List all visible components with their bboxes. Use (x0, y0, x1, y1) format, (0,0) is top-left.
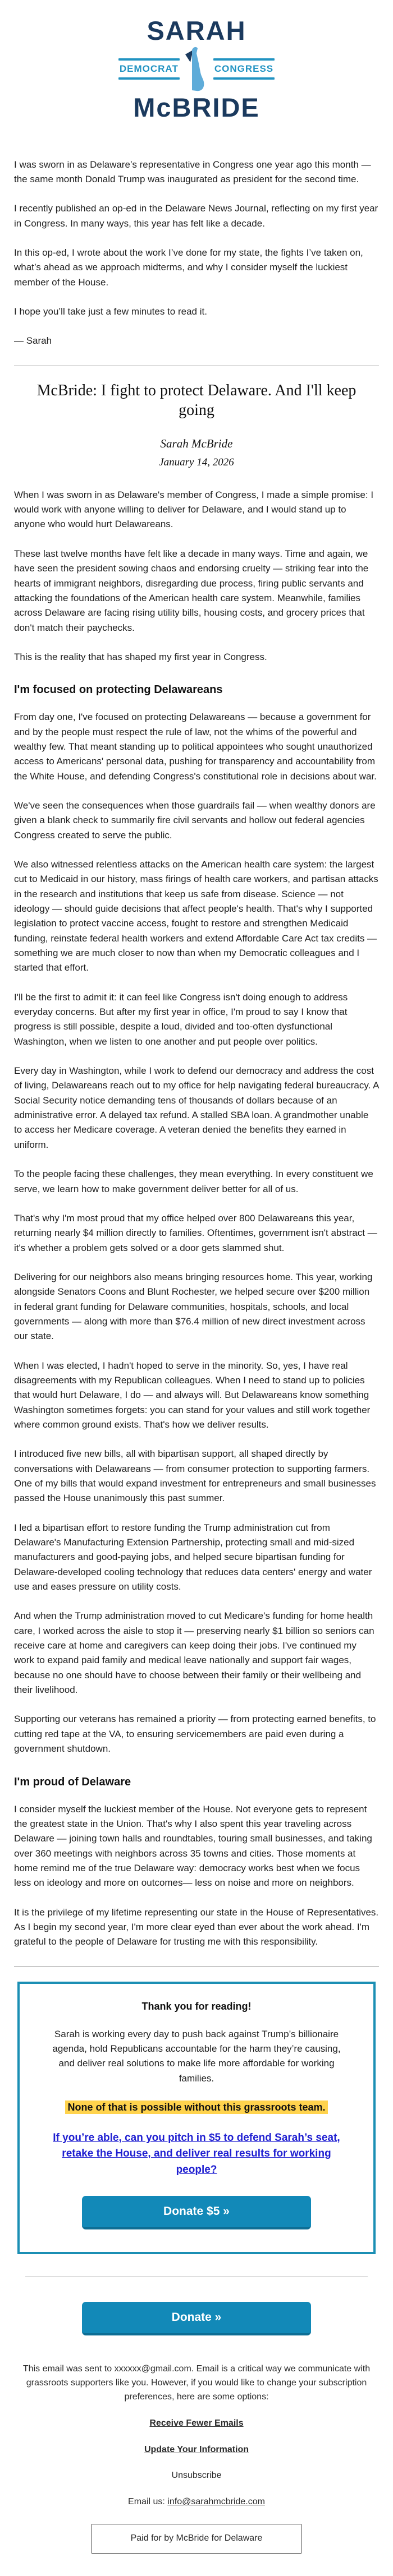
logo-congress-block (213, 58, 275, 80)
intro-paragraph: I recently published an op-ed in the Delaware News Journal, reflecting on my first year in Congress. In many ways, this year has felt like a decade. (14, 203, 378, 229)
article-paragraph: I consider myself the luckiest member of the House. Not everyone gets to represent the greatest state in the Union. That's why I also spent this year traveling across Delaware — joining town halls and roundtables, touring small businesses, and taking over 360 meetings with neighbors across 35 towns and cities. Those moments at home remind me of the true Delaware way: democracy works best when we focus less on ideology and more on outcomes— less on noise and more on neighbors. (14, 1803, 372, 1889)
contact-email-link[interactable]: info@sarahmcbride.com (167, 2497, 265, 2507)
article-paragraph: That's why I'm most proud that my office helped over 800 Delawareans this year, returning nearly $4 million directly to families. Oftentimes, government isn't abstract — it's whether a problem gets solved or a door gets slammed shut. (14, 1212, 377, 1253)
article-section-heading-proud: I'm proud of Delaware (14, 1775, 131, 1788)
article-headline: McBride: I fight to protect Delaware. And I'll keep going (36, 381, 357, 419)
email-us-prefix: Email us: (128, 2497, 168, 2507)
intro-note (14, 158, 379, 349)
article-paragraph: And when the Trump administration moved to cut Medicare's funding for home health care, I worked across the aisle to stop it — preserving nearly $1 billion so seniors can receive care at home and caregivers can keep doing their jobs. I've continued my work to expand paid family and medical leave nationally and support fair wages, because no one should have to choose between their family or their wellbeing and their livelihood. (14, 1610, 374, 1696)
article-paragraph: This is the reality that has shaped my first year in Congress. (14, 651, 267, 662)
donation-box-highlight-wrap (43, 2102, 350, 2113)
donation-box-heading: Thank you for reading! (141, 2000, 252, 2012)
email-us-line (14, 2495, 379, 2509)
donation-box (17, 1982, 376, 2255)
donation-box-body: Sarah is working every day to push back against Trump’s billionaire agenda, hold Republicans accountable for the harm they’re causing, and deliver real solutions to make life more affordable for working families. (52, 2028, 341, 2084)
article-paragraph: Supporting our veterans has remained a priority — from protecting earned benefits, to cutting red tape at the VA, to ensuring servicemembers are paid even during a government shutdown. (14, 1714, 376, 1755)
article-paragraph: We also witnessed relentless attacks on the American health care system: the largest cut to Medicaid in our history, mass firings of health care workers, and partisan attacks in the research and institutions that keep us safe from disease. Science — not ideology — should guide decisions that affect people's health. That's why I supported legislation to protect vaccine access, fought to restore and strengthen Medicaid funding, reinstate federal health workers and extend Affordable Care Act tax credits — something we are much closer to now than when my Democratic colleagues and I started that effort. (14, 858, 378, 973)
article-paragraph: When I was sworn in as Delaware's member of Congress, I made a simple promise: I would work with anyone willing to deliver for Delaware, and I would stand up to anyone who would hurt Delawareans. (14, 489, 374, 530)
article-section-heading-focused: I'm focused on protecting Delawareans (14, 684, 223, 696)
donate-5-button[interactable]: Donate $5 » (82, 2196, 311, 2229)
logo-middle-row (14, 45, 379, 93)
article-paragraph: I'll be the first to admit it: it can feel like Congress isn't doing enough to address everyday concerns. But after my first year in office, I'm proud to say I know that progress is still possible, despite a loud, divided and too-often dysfunctional Washington, when we listen to one another and put people over politics. (14, 991, 348, 1047)
intro-paragraph: In this op-ed, I wrote about the work I’ve done for my state, the fights I’ve taken on, what’s ahead as we approach midterms, and why I consider myself the luckiest member of the House. (14, 247, 363, 288)
logo-rule-bottom-right (213, 77, 275, 80)
logo-first-name: SARAH (147, 16, 246, 45)
campaign-logo (14, 17, 379, 122)
delaware-state-icon (184, 45, 209, 93)
article-paragraph: I introduced five new bills, all with bipartisan support, all shaped directly by conversations with Delawareans — from consumer protection to supporting farmers. One of my bills that would expand investment for entrepreneurs and small businesses passed the House unanimously this past summer. (14, 1448, 376, 1504)
logo-democrat-label: DEMOCRAT (119, 63, 179, 75)
email-footer (14, 2362, 379, 2553)
paid-for-disclaimer: Paid for by McBride for Delaware (92, 2524, 301, 2554)
article-byline: Sarah McBride (160, 436, 233, 450)
logo-rule-bottom-left (118, 77, 180, 80)
intro-paragraph: I was sworn in as Delaware’s representative in Congress one year ago this month — the same month Donald Trump was inaugurated as president for the second time. (14, 159, 371, 185)
divider (14, 1966, 379, 1967)
logo-last-name: McBRIDE (133, 93, 260, 123)
logo-congress-label: CONGRESS (214, 63, 274, 75)
article-paragraph: Every day in Washington, while I work to defend our democracy and address the cost of living, Delawareans reach out to my office for help navigating federal bureaucracy. A Social Security notice demanding tens of thousands of dollars because of an administrative error. A delayed tax refund. A stalled SBA loan. A grandmother unable to access her Medicare coverage. A veteran denied the benefits they earned in uniform. (14, 1065, 379, 1150)
article-paragraph: I led a bipartisan effort to restore funding the Trump administration cut from Delaware's Manufacturing Extension Partnership, protecting small and mid-sized manufacturers and good-paying jobs, and helped secure bipartisan funding for Delaware-developed cooling technology that reduces data centers' energy and water use and eases pressure on utility costs. (14, 1522, 372, 1592)
pitch-in-link[interactable]: If you’re able, can you pitch in $5 to defend Sarah’s seat, retake the House, and deliver real results for working people? (53, 2131, 340, 2176)
article-paragraph: These last twelve months have felt like a decade in many ways. Time and again, we have seen the president sowing chaos and endorsing cruelty — striking fear into the hearts of immigrant neighbors, disregarding due process, firing public servants and attacking the foundations of the American health care system. Meanwhile, families across Delaware are facing rising utility bills, housing costs, and grocery prices that don't match their paychecks. (14, 548, 369, 633)
logo-democrat-block (118, 58, 180, 80)
intro-paragraph: I hope you’ll take just a few minutes to read it. (14, 306, 207, 317)
receive-fewer-emails-link[interactable]: Receive Fewer Emails (149, 2418, 244, 2428)
intro-signature: — Sarah (14, 335, 52, 347)
donation-box-highlight: None of that is possible without this grassroots team. (65, 2100, 327, 2114)
article-paragraph: From day one, I've focused on protecting Delawareans — because a government for and by the people must respect the rule of law, not the whims of the powerful and wealthy few. That meant standing up to political appointees who sought unauthorized access to Americans' personal data, pushing for transparency and accountability from the White House, and defending Congress's constitutional role in decisions about war. (14, 712, 377, 782)
footer-sent-line: This email was sent to xxxxxx@gmail.com. Email is a critical way we communicate with grassroots supporters like you. However, if you would like to change your subscription preferences, here are some options: (22, 2364, 371, 2402)
article-paragraph: To the people facing these challenges, they mean everything. In every constituent we serve, we learn how to make government deliver better for all of us. (14, 1169, 373, 1194)
article-date: January 14, 2026 (159, 456, 234, 468)
oped-article (14, 381, 379, 1950)
unsubscribe-link[interactable]: Unsubscribe (171, 2471, 222, 2481)
article-paragraph: It is the privilege of my lifetime representing our state in the House of Representatives. As I begin my second year, I'm more clear eyed than ever about the work ahead. I'm grateful to the people of Delaware for trusting me with this responsibility. (14, 1906, 379, 1947)
article-paragraph: We've seen the consequences when those guardrails fail — when wealthy donors are given a blank check to summarily fire civil servants and hollow out federal agencies Congress created to serve the public. (14, 800, 376, 841)
donate-button[interactable]: Donate » (82, 2302, 311, 2335)
email-body (14, 0, 379, 2576)
article-paragraph: Delivering for our neighbors also means bringing resources home. This year, working alongside Senators Coons and Blunt Rochester, we helped secure over $200 million in federal grant funding for Delaware communities, hospitals, schools, and local governments — along with more than $76.4 million of new direct investment across our state. (14, 1271, 373, 1342)
update-information-link[interactable]: Update Your Information (144, 2444, 249, 2454)
article-paragraph: When I was elected, I hadn't hoped to serve in the minority. So, yes, I have real disagreements with my Republican colleagues. When I need to stand up to policies that would hurt Delaware, I do — and always will. But Delawareans know something Washington sometimes forgets: you can stand for your values and still work together where common ground exists. That's how we deliver results. (14, 1360, 371, 1430)
